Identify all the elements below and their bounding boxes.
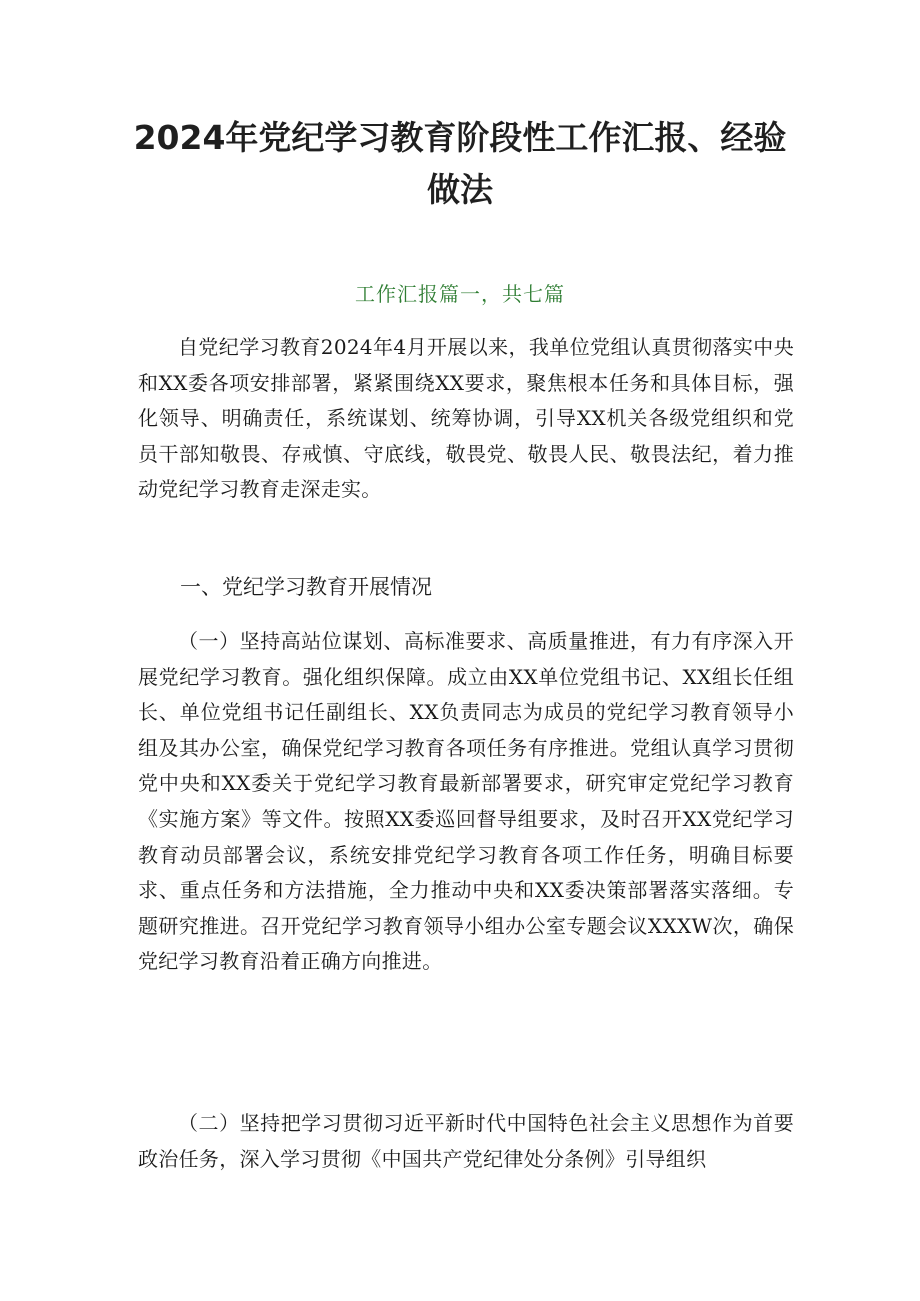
section-heading: 一、党纪学习教育开展情况	[180, 575, 432, 599]
body-paragraph-2: （二）坚持把学习贯彻习近平新时代中国特色社会主义思想作为首要政治任务，深入学习贯彻《中国共产党纪律处分条例》引导组织	[138, 1111, 794, 1171]
intro-paragraph: 自党纪学习教育2024年4月开展以来，我单位党组认真贯彻落实中央和XX委各项安排部署，紧紧围绕XX要求，聚焦根本任务和具体目标，强化领导、明确责任，系统谋划、统筹协调，引导XX机关各级党组织和党员干部知敬畏、存戒慎、守底线，敬畏党、敬畏人民、敬畏法纪，着力推动党纪学习教育走深走实。	[138, 335, 794, 502]
body-paragraph-1: （一）坚持高站位谋划、高标准要求、高质量推进，有力有序深入开展党纪学习教育。强化组织保障。成立由XX单位党组书记、XX组长任组长、单位党组书记任副组长、XX负责同志为成员的党纪学习教育领导小组及其办公室，确保党纪学习教育各项任务有序推进。党组认真学习贯彻党中央和XX委关于党纪学习教育最新部署要求，研究审定党纪学习教育《实施方案》等文件。按照XX委巡回督导组要求，及时召开XX党纪学习教育动员部署会议，系统安排党纪学习教育各项工作任务，明确目标要求、重点任务和方法措施，全力推动中央和XX委决策部署落实落细。专题研究推进。召开党纪学习教育领导小组办公室专题会议XXXW次，确保党纪学习教育沿着正确方向推进。	[138, 629, 794, 974]
document-title: 2024年党纪学习教育阶段性工作汇报、经验做法	[133, 118, 787, 209]
document-subtitle: 工作汇报篇一，共七篇	[355, 282, 565, 306]
